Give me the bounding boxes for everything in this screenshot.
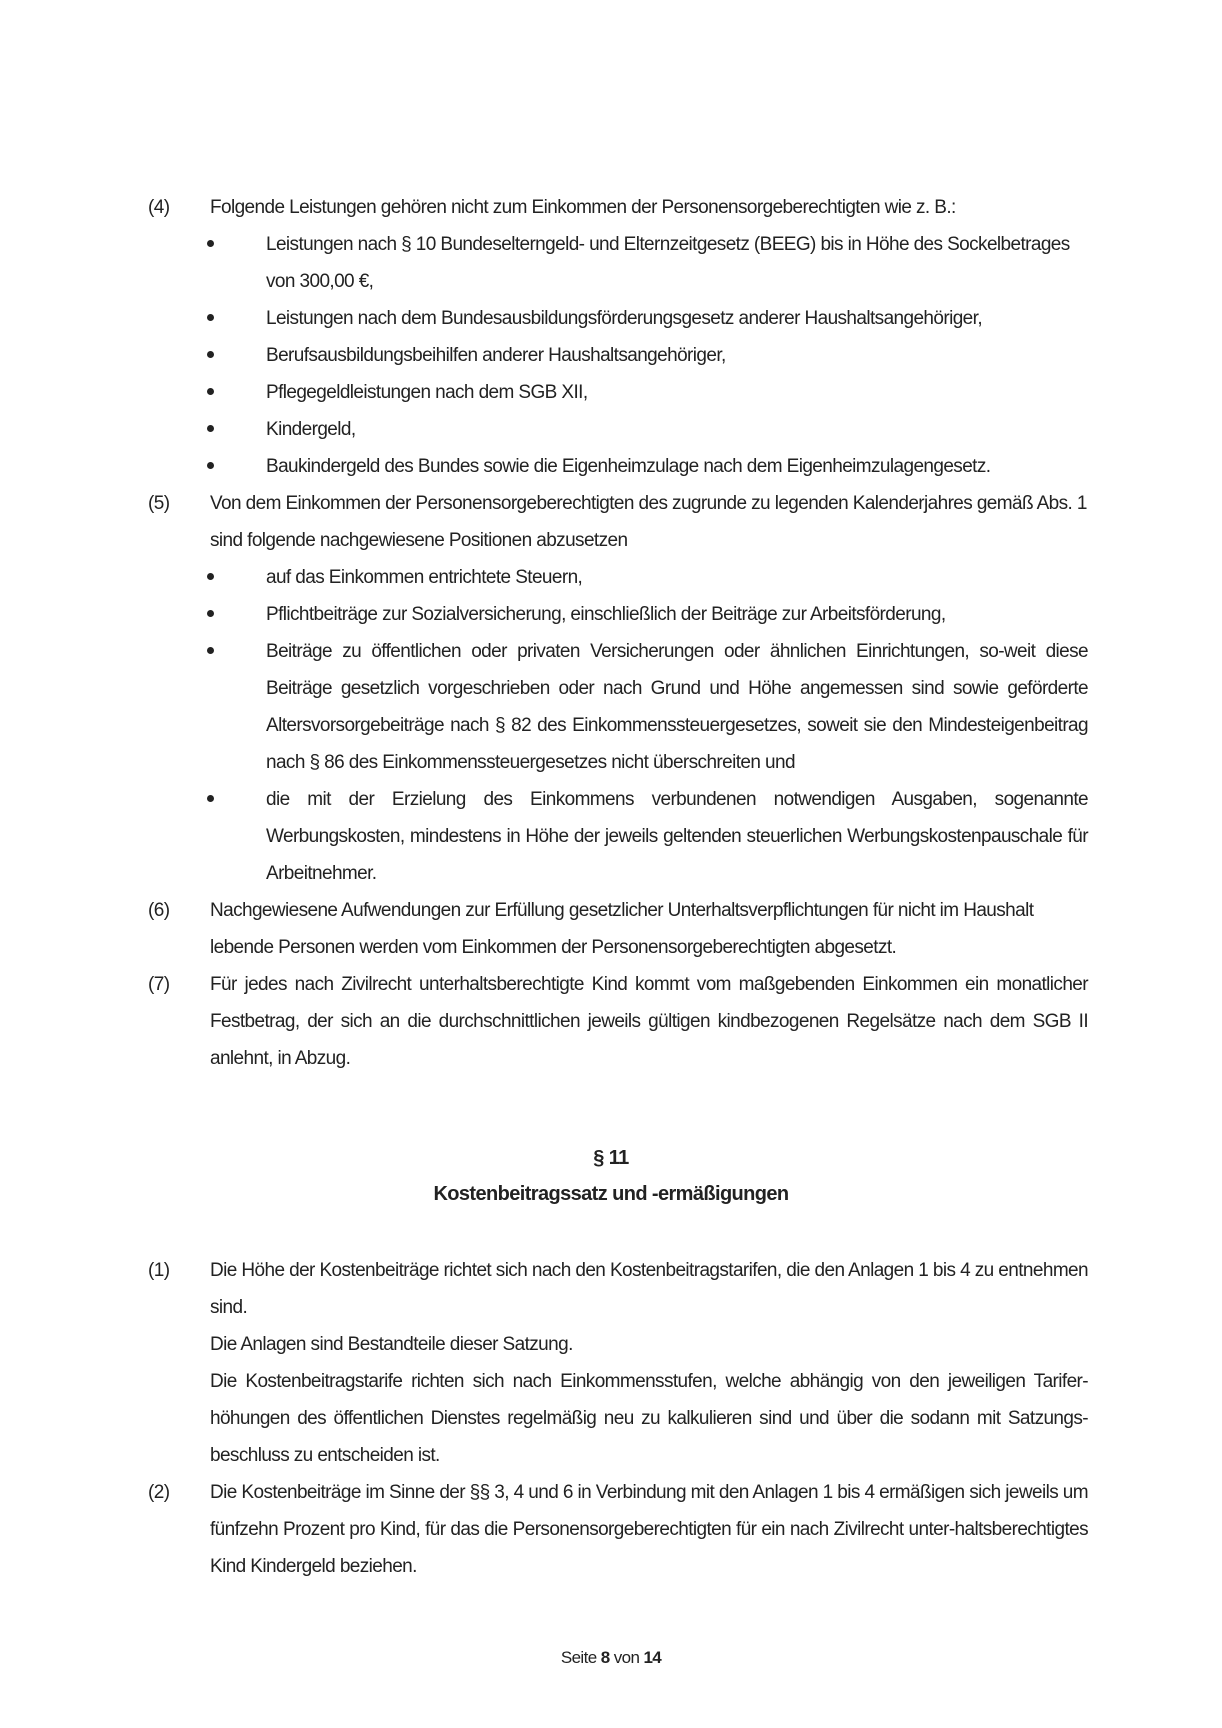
paragraphs-bottom bbox=[0, 1252, 1222, 1585]
bullet-icon bbox=[207, 388, 214, 395]
bullet-icon bbox=[207, 462, 214, 469]
paragraph-6 bbox=[0, 892, 1222, 966]
footer-total: 14 bbox=[643, 1648, 662, 1667]
paragraph-number: (4) bbox=[148, 197, 170, 218]
bullet-icon bbox=[207, 240, 214, 247]
paragraph-number: (5) bbox=[148, 493, 170, 514]
paragraph-1 bbox=[0, 1252, 1222, 1474]
bullet-icon bbox=[207, 573, 214, 580]
bullet-icon bbox=[207, 425, 214, 432]
bullet-list bbox=[0, 226, 1222, 485]
paragraph-text: Nachgewiesene Aufwendungen zur Erfüllung gesetzlicher Unterhaltsverpflichtungen für nicht im Haushalt lebende Personen werden vom Einkommen der Personensorgeberechtigten abgesetzt. bbox=[210, 900, 1034, 958]
paragraph-line: Die Kostenbeiträge im Sinne der §§ 3, 4 und 6 in Verbindung mit den Anlagen 1 bis 4 ermäßigen sich jeweils um fünfzehn Prozent pro Kind, für das die Personensorgeberechtigten für ein nach Zivilrecht unter-haltsberechtigtes Kind Kindergeld beziehen. bbox=[210, 1482, 1088, 1577]
page-footer bbox=[0, 1648, 1222, 1668]
paragraph-7 bbox=[0, 966, 1222, 1077]
list-item: Baukindergeld des Bundes sowie die Eigenheimzulage nach dem Eigenheimzulagengesetz. bbox=[266, 448, 1088, 485]
list-item: Leistungen nach § 10 Bundeselterngeld- und Elternzeitgesetz (BEEG) bis in Höhe des Sockelbetrages von 300,00 €, bbox=[266, 226, 1088, 300]
paragraph-number: (6) bbox=[148, 900, 170, 921]
footer-prefix: Seite bbox=[560, 1648, 597, 1667]
paragraphs-top bbox=[0, 189, 1222, 1077]
bullet-icon bbox=[207, 647, 214, 654]
paragraph-5 bbox=[0, 485, 1222, 892]
list-item: Kindergeld, bbox=[266, 411, 1088, 448]
footer-page: 8 bbox=[600, 1648, 610, 1667]
paragraph-number: (2) bbox=[148, 1482, 170, 1503]
section-number: § 11 bbox=[593, 1147, 629, 1169]
paragraph-2 bbox=[0, 1474, 1222, 1585]
list-item: Pflichtbeiträge zur Sozialversicherung, einschließlich der Beiträge zur Arbeitsförderung, bbox=[266, 596, 1088, 633]
bullet-icon bbox=[207, 314, 214, 321]
footer-middle: von bbox=[613, 1648, 640, 1667]
paragraph-text: Folgende Leistungen gehören nicht zum Einkommen der Personensorgeberechtigten wie z. B.: bbox=[210, 197, 956, 218]
list-item: auf das Einkommen entrichtete Steuern, bbox=[266, 559, 1088, 596]
paragraph-line: Die Höhe der Kostenbeiträge richtet sich nach den Kostenbeitragstarifen, die den Anlagen 1 bis 4 zu entnehmen sind. bbox=[210, 1260, 1088, 1318]
list-item: Pflegegeldleistungen nach dem SGB XII, bbox=[266, 374, 1088, 411]
bullet-list bbox=[0, 559, 1222, 892]
paragraph-number: (7) bbox=[148, 974, 170, 995]
paragraph-line: Die Anlagen sind Bestandteile dieser Satzung. bbox=[210, 1334, 573, 1355]
paragraph-4 bbox=[0, 189, 1222, 485]
paragraph-line: Die Kostenbeitragstarife richten sich nach Einkommensstufen, welche abhängig von den jeweiligen Tarifer-höhungen des öffentlichen Dienstes regelmäßig neu zu kalkulieren sind und über die sodann mit Satzungs-beschluss zu entscheiden ist. bbox=[210, 1371, 1088, 1466]
section-title: Kostenbeitragssatz und -ermäßigungen bbox=[433, 1183, 789, 1205]
bullet-icon bbox=[207, 795, 214, 802]
list-item: Beiträge zu öffentlichen oder privaten Versicherungen oder ähnlichen Einrichtungen, so-weit diese Beiträge gesetzlich vorgeschrieben oder nach Grund und Höhe angemessen sind sowie geförderte Altersvorsorgebeiträge nach § 82 des Einkommenssteuergesetzes, soweit sie den Mindesteigenbeitrag nach § 86 des Einkommenssteuergesetzes nicht überschreiten und bbox=[266, 633, 1088, 781]
list-item: Berufsausbildungsbeihilfen anderer Haushaltsangehöriger, bbox=[266, 337, 1088, 374]
list-item: die mit der Erzielung des Einkommens verbundenen notwendigen Ausgaben, sogenannte Werbungskosten, mindestens in Höhe der jeweils geltenden steuerlichen Werbungskostenpauschale für Arbeitnehmer. bbox=[266, 781, 1088, 892]
paragraph-number: (1) bbox=[148, 1260, 170, 1281]
section-heading bbox=[0, 1140, 1222, 1212]
bullet-icon bbox=[207, 351, 214, 358]
paragraph-text: Von dem Einkommen der Personensorgeberechtigten des zugrunde zu legenden Kalenderjahres gemäß Abs. 1 sind folgende nachgewiesene Positionen abzusetzen bbox=[210, 493, 1087, 551]
bullet-icon bbox=[207, 610, 214, 617]
paragraph-text: Für jedes nach Zivilrecht unterhaltsberechtigte Kind kommt vom maßgebenden Einkommen ein monatlicher Festbetrag, der sich an die durchschnittlichen jeweils gültigen kindbezogenen Regelsätze nach dem SGB II anlehnt, in Abzug. bbox=[210, 974, 1088, 1069]
list-item: Leistungen nach dem Bundesausbildungsförderungsgesetz anderer Haushaltsangehöriger, bbox=[266, 300, 1088, 337]
